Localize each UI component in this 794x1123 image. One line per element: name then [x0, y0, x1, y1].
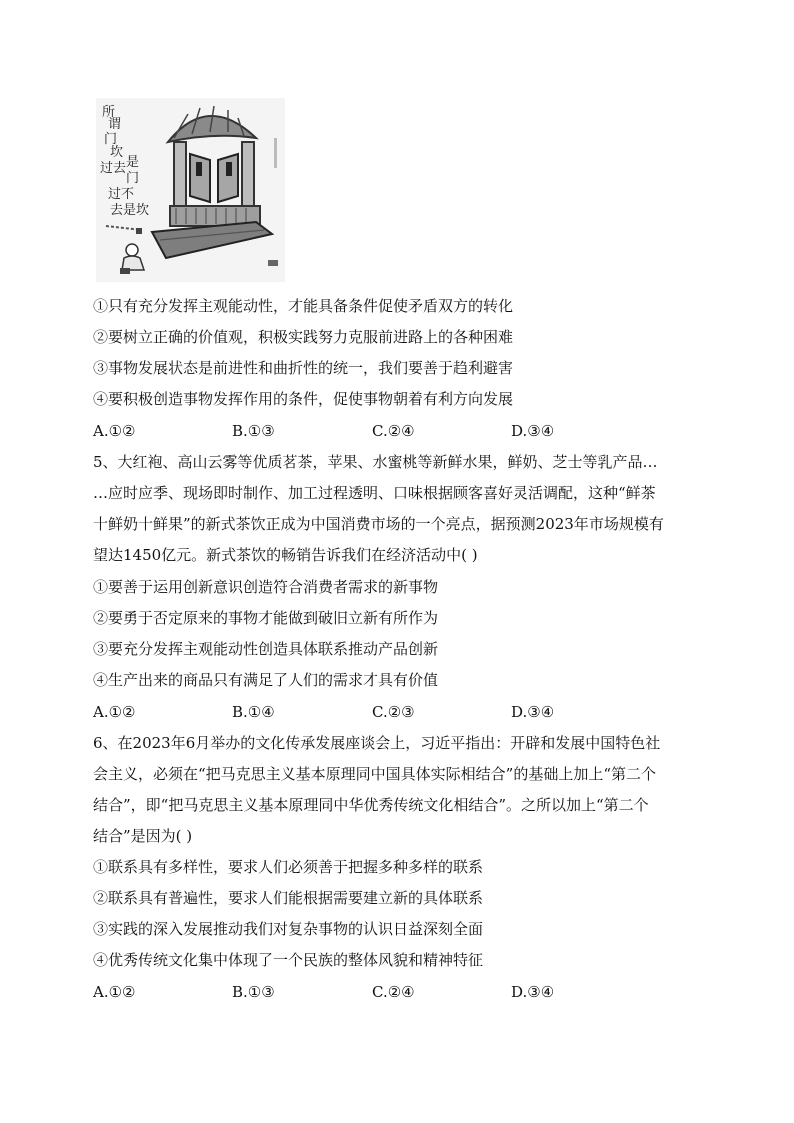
svg-text:门: 门: [126, 171, 140, 186]
q5-option-d[interactable]: D.③④: [511, 703, 555, 721]
q6-stem-line-2: 会主义，必须在“把马克思主义基本原理同中国具体实际相结合”的基础上加上“第二个: [93, 765, 657, 783]
q6-option-b[interactable]: B.①③: [232, 983, 275, 1001]
q4-statement-3: ③事物发展状态是前进性和曲折性的统一，我们要善于趋利避害: [93, 359, 514, 377]
q6-option-d[interactable]: D.③④: [511, 983, 555, 1001]
q5-stem-line-2: …应时应季、现场即时制作、加工过程透明、口味根据顾客喜好灵活调配，这种“鲜茶: [93, 484, 656, 502]
q6-statement-1: ①联系具有多样性，要求人们必须善于把握多种多样的联系: [93, 858, 484, 876]
svg-text:过去: 过去: [100, 161, 127, 176]
q6-statement-4: ④优秀传统文化集中体现了一个民族的整体风貌和精神特征: [93, 951, 484, 969]
q5-option-b[interactable]: B.①④: [232, 703, 275, 721]
q5-statement-4: ④生产出来的商品只有满足了人们的需求才具有价值: [93, 671, 439, 689]
svg-text:坎: 坎: [110, 145, 124, 160]
q6-stem-line-1: 6、在2023年6月举办的文化传承发展座谈会上，习近平指出：开辟和发展中国特色社: [93, 734, 661, 752]
q5-stem-line-4: 望达1450亿元。新式茶饮的畅销告诉我们在经济活动中( ): [93, 546, 478, 564]
q5-stem-line-1: 5、大红袍、高山云雾等优质茗茶，苹果、水蜜桃等新鲜水果，鲜奶、芝士等乳产品…: [93, 453, 658, 471]
q5-option-a[interactable]: A.①②: [93, 703, 136, 721]
q6-statement-2: ②联系具有普遍性，要求人们能根据需要建立新的具体联系: [93, 889, 484, 907]
q5-option-c[interactable]: C.②③: [372, 703, 415, 721]
svg-text:谓: 谓: [108, 117, 122, 132]
q4-statement-1: ①只有充分发挥主观能动性，才能具备条件促使矛盾双方的转化: [93, 297, 514, 315]
q5-statement-2: ②要勇于否定原来的事物才能做到破旧立新有所作为: [93, 609, 439, 627]
q6-stem-line-3: 结合”，即“把马克思主义基本原理同中华优秀传统文化相结合”。之所以加上“第二个: [93, 796, 649, 814]
svg-text:是: 是: [126, 155, 140, 170]
q5-statement-1: ①要善于运用创新意识创造符合消费者需求的新事物: [93, 578, 439, 596]
q6-option-c[interactable]: C.②④: [372, 983, 415, 1001]
q4-statement-2: ②要树立正确的价值观，积极实践努力克服前进路上的各种困难: [93, 328, 514, 346]
q4-option-a[interactable]: A.①②: [93, 422, 136, 440]
q4-statement-4: ④要积极创造事物发挥作用的条件，促使事物朝着有利方向发展: [93, 390, 514, 408]
svg-text:所: 所: [102, 105, 116, 120]
svg-text:门: 门: [104, 132, 118, 147]
q4-option-c[interactable]: C.②④: [372, 422, 415, 440]
q5-stem-line-3: 十鲜奶十鲜果”的新式茶饮正成为中国消费市场的一个亮点，据预测2023年市场规模有: [93, 515, 664, 533]
q6-stem-line-4: 结合”是因为( ): [93, 827, 193, 845]
svg-text:过不: 过不: [108, 187, 135, 202]
q5-statement-3: ③要充分发挥主观能动性创造具体联系推动产品创新: [93, 640, 439, 658]
q6-option-a[interactable]: A.①②: [93, 983, 136, 1001]
q4-option-d[interactable]: D.③④: [511, 422, 555, 440]
q6-statement-3: ③实践的深入发展推动我们对复杂事物的认识日益深刻全面: [93, 920, 484, 938]
door-frame-illustration: [96, 98, 285, 282]
svg-text:去是坎: 去是坎: [110, 203, 150, 218]
q4-option-b[interactable]: B.①③: [232, 422, 275, 440]
